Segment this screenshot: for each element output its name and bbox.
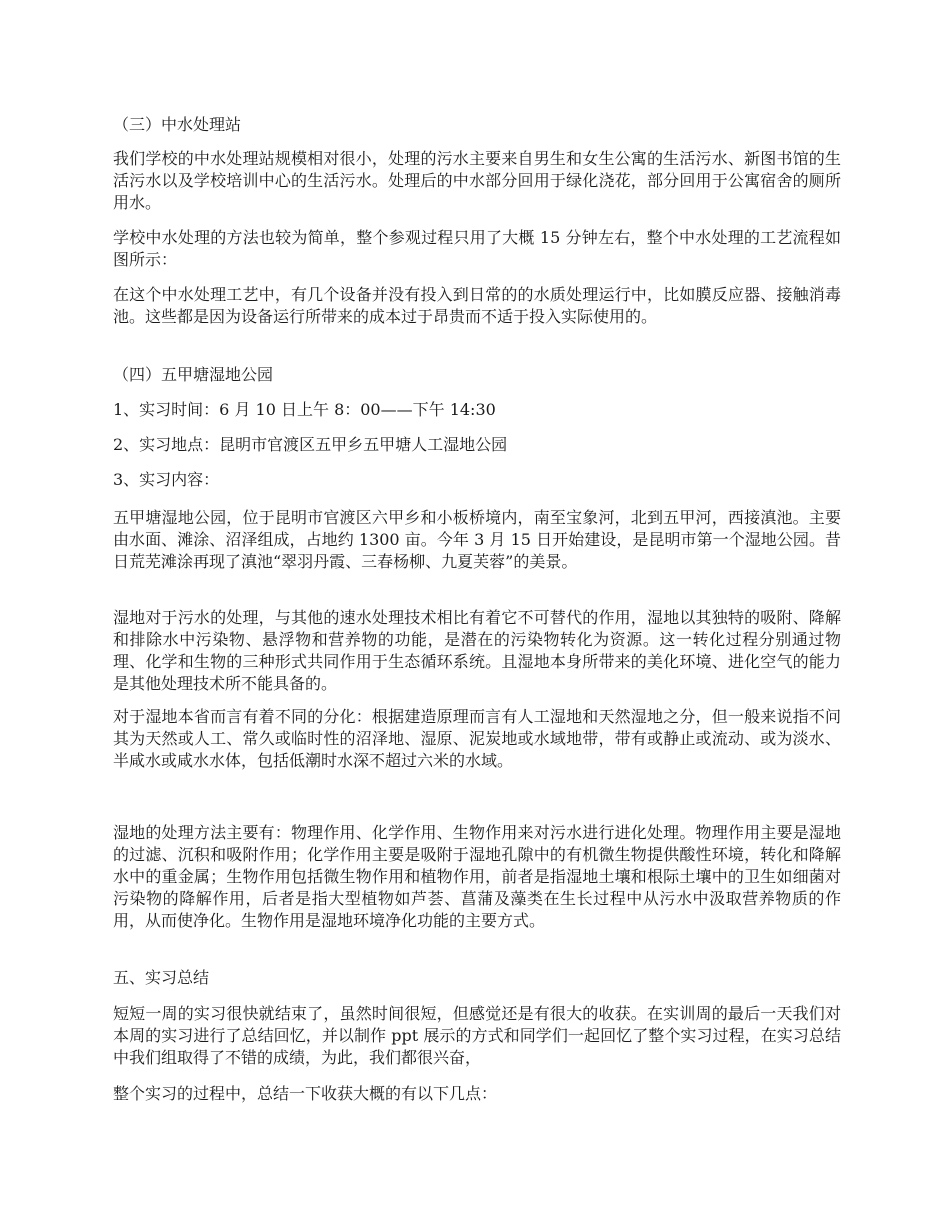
section-heading-summary: 五、实习总结 [113,968,210,987]
paragraph-wetland-treatment-role: 湿地对于污水的处理，与其他的速水处理技术相比有着它不可替代的作用，湿地以其独特的吸附、降解和排除水中污染物、悬浮物和营养物的功能，是潜在的污染物转化为资源。这一转化过程分别通过物理、化学和生物的三种形式共同作用于生态循环系统。且湿地本身所带来的美化环境、进化空气的能力是其他处理技术所不能具备的。 [113,608,841,693]
paragraph-unused-equipment: 在这个中水处理工艺中，有几个设备并没有投入到日常的的水质处理运行中，比如膜反应器、接触消毒池。这些都是因为设备运行所带来的成本过于昂贵而不适于投入实际使用的。 [113,285,841,326]
section-heading-wetland-park: （四）五甲塘湿地公园 [113,365,274,384]
list-item-internship-content: 3、实习内容： [113,470,220,489]
paragraph-process-method: 学校中水处理的方法也较为简单，整个参观过程只用了大概 15 分钟左右，整个中水处理的工艺流程如图所示： [113,228,841,269]
paragraph-wetland-methods: 湿地的处理方法主要有：物理作用、化学作用、生物作用来对污水进行进化处理。物理作用主要是湿地的过滤、沉积和吸附作用；化学作用主要是吸附于湿地孔隙中的有机微生物提供酸性环境，转化和降解水中的重金属；生物作用包括微生物作用和植物作用，前者是指湿地土壤和根际土壤中的卫生如细菌对污染物的降解作用，后者是指大型植物如芦荟、菖蒲及藻类在生长过程中从污水中汲取营养物质的作用，从而使净化。生物作用是湿地环境净化功能的主要方式。 [113,823,841,930]
paragraph-summary-body: 短短一周的实习很快就结束了，虽然时间很短，但感觉还是有很大的收获。在实训周的最后一天我们对本周的实习进行了总结回忆，并以制作 ppt 展示的方式和同学们一起回忆了整个实习过程，在实习总结中我们组取得了不错的成绩，为此，我们都很兴奋， [113,1004,841,1067]
list-item-internship-location: 2、实习地点：昆明市官渡区五甲乡五甲塘人工湿地公园 [113,435,508,454]
list-item-internship-time: 1、实习时间：6 月 10 日上午 8：00——下午 14:30 [113,400,496,419]
paragraph-summary-points-intro: 整个实习的过程中，总结一下收获大概的有以下几点： [113,1084,498,1103]
section-heading-reclaimed-water-station: （三）中水处理站 [113,115,242,134]
paragraph-station-intro: 我们学校的中水处理站规模相对很小，处理的污水主要来自男生和女生公寓的生活污水、新图书馆的生活污水以及学校培训中心的生活污水。处理后的中水部分回用于绿化浇花，部分回用于公寓宿舍的厕所用水。 [113,149,841,212]
paragraph-wetland-park-intro: 五甲塘湿地公园，位于昆明市官渡区六甲乡和小板桥境内，南至宝象河，北到五甲河，西接滇池。主要由水面、滩涂、沼泽组成，占地约 1300 亩。今年 3 月 15 日开始建设，是昆明市第一个湿地公园。昔日荒芜滩涂再现了滇池“翠羽丹霞、三春杨柳、九夏芙蓉”的美景。 [113,508,841,571]
paragraph-wetland-classification: 对于湿地本省而言有着不同的分化：根据建造原理而言有人工湿地和天然湿地之分，但一般来说指不问其为天然或人工、常久或临时性的沼泽地、湿原、泥炭地或水域地带，带有或静止或流动、或为淡水、半咸水或咸水水体，包括低潮时水深不超过六米的水域。 [113,707,841,770]
